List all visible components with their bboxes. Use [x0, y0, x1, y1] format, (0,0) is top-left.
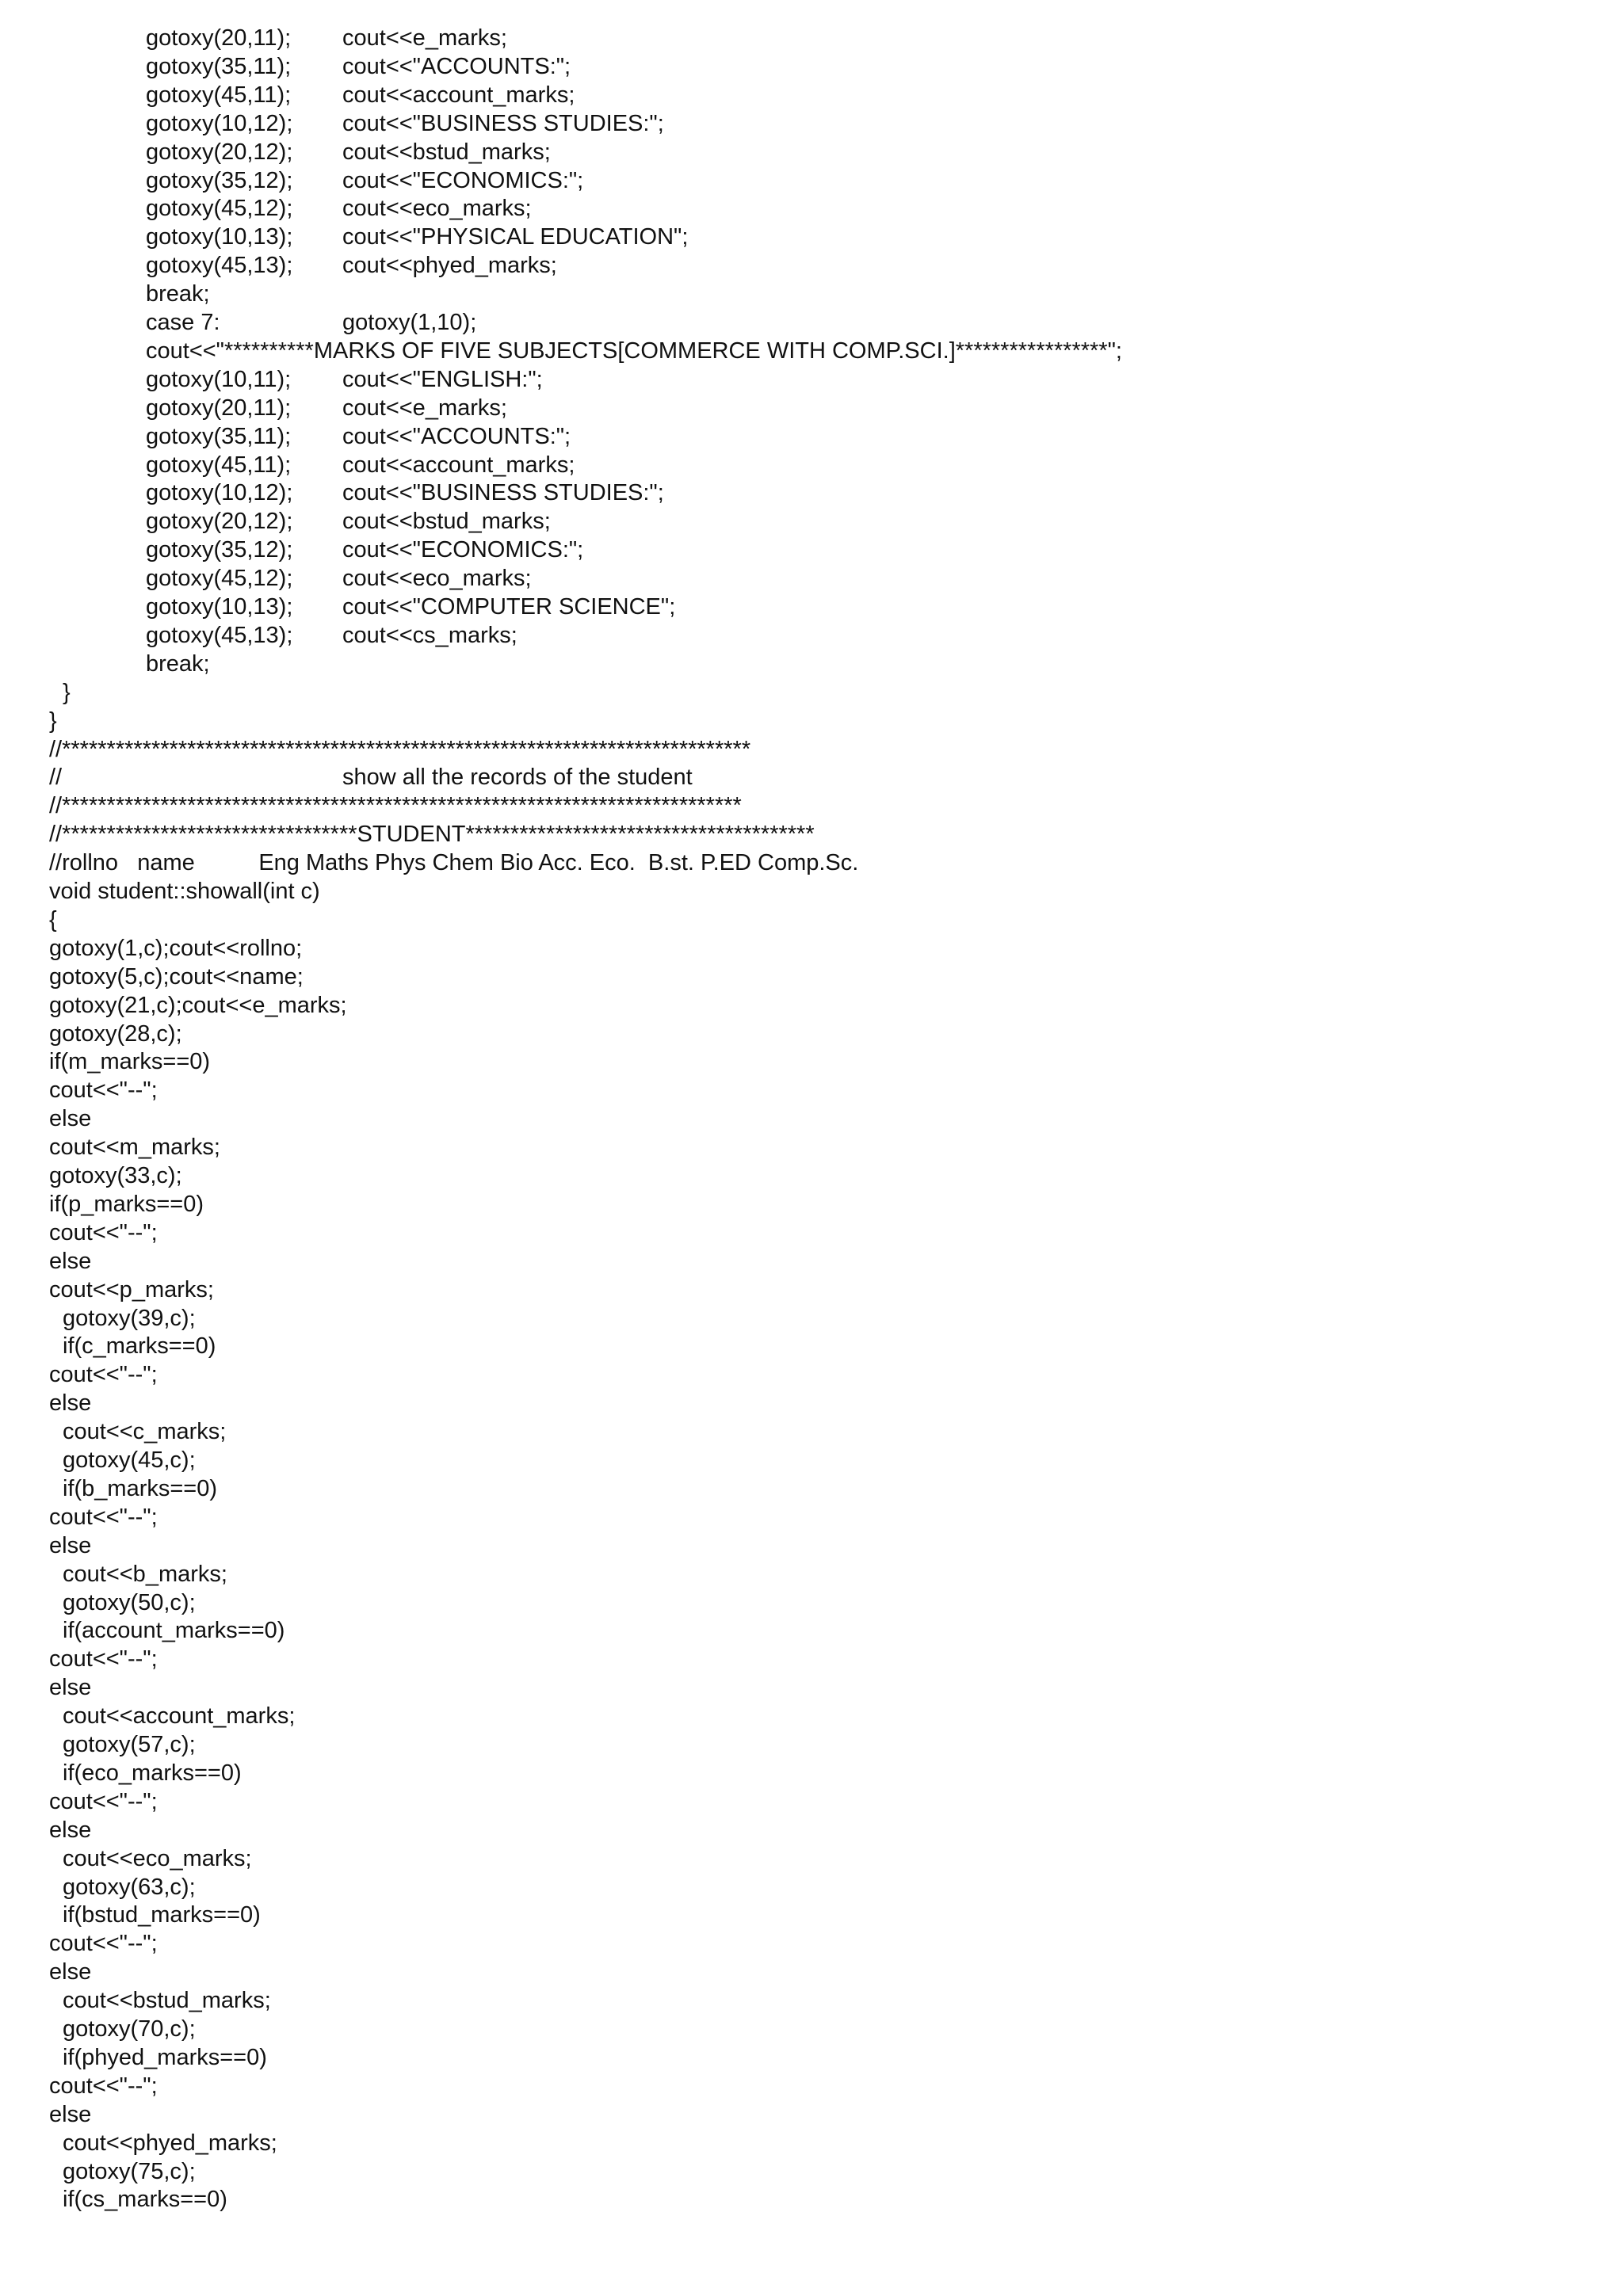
code-line: if(bstud_marks==0) — [63, 1902, 261, 1928]
code-line: gotoxy(33,c); — [49, 1163, 182, 1188]
code-line: void student::showall(int c) — [49, 879, 320, 904]
code-line: if(m_marks==0) — [49, 1049, 211, 1075]
code-line-column2: cout<<"COMPUTER SCIENCE"; — [342, 594, 676, 620]
code-line-column2: cout<<cs_marks; — [342, 622, 517, 648]
code-line: gotoxy(1,c);cout<<rollno; — [49, 935, 303, 961]
code-line: if(p_marks==0) — [49, 1191, 204, 1217]
code-line: cout<<"--"; — [49, 1077, 158, 1104]
code-line: else — [49, 1675, 92, 1701]
code-line: else — [49, 1959, 92, 1985]
code-line: case 7: — [146, 310, 220, 335]
code-line-column2: cout<<account_marks; — [342, 82, 575, 108]
code-line: cout<<"**********MARKS OF FIVE SUBJECTS[COMMERCE WITH COMP.SCI.]*****************"; — [146, 338, 1122, 364]
code-line: cout<<c_marks; — [63, 1419, 227, 1445]
code-line-column2: cout<<bstud_marks; — [342, 139, 551, 165]
code-line: //**************************************************************************** — [49, 793, 742, 819]
code-line: if(c_marks==0) — [63, 1333, 216, 1360]
code-line-column2: cout<<eco_marks; — [342, 196, 532, 222]
code-line: { — [49, 906, 57, 933]
code-line: //rollno name Eng Maths Phys Chem Bio Acc. Eco. B.st. P.ED Comp.Sc. — [49, 850, 859, 876]
code-line: gotoxy(35,11); — [146, 423, 292, 449]
code-line: else — [49, 1817, 92, 1843]
code-line: gotoxy(45,12); — [146, 566, 293, 592]
code-line: gotoxy(75,c); — [63, 2158, 196, 2184]
code-line: } — [49, 707, 57, 734]
code-line: cout<<"--"; — [49, 1219, 158, 1245]
code-line: //***************************************************************************** — [49, 736, 751, 762]
code-line: gotoxy(57,c); — [63, 1732, 196, 1757]
code-line-column2: cout<<"BUSINESS STUDIES:"; — [342, 480, 664, 506]
code-line-column2: gotoxy(1,10); — [342, 310, 477, 335]
code-line: cout<<phyed_marks; — [63, 2130, 277, 2156]
code-line: gotoxy(45,11); — [146, 82, 292, 108]
code-line: break; — [146, 650, 210, 677]
code-line: cout<<"--"; — [49, 2073, 158, 2099]
code-line-column2: cout<<"BUSINESS STUDIES:"; — [342, 110, 664, 136]
code-line-column2: cout<<"ECONOMICS:"; — [342, 537, 584, 563]
code-line: else — [49, 2101, 92, 2127]
code-line: cout<<eco_marks; — [63, 1845, 252, 1871]
code-line: gotoxy(28,c); — [49, 1020, 182, 1047]
code-line-column2: show all the records of the student — [342, 765, 693, 791]
code-line: // — [49, 765, 63, 791]
code-line-column2: cout<<e_marks; — [342, 25, 507, 51]
code-line: if(eco_marks==0) — [63, 1760, 242, 1786]
code-line: else — [49, 1248, 92, 1274]
code-line: gotoxy(5,c);cout<<name; — [49, 963, 304, 990]
code-line: if(phyed_marks==0) — [63, 2044, 267, 2070]
code-line: gotoxy(10,12); — [146, 480, 293, 506]
code-line: if(cs_marks==0) — [63, 2187, 227, 2213]
code-line: cout<<"--"; — [49, 1504, 158, 1530]
code-line: gotoxy(63,c); — [63, 1874, 196, 1900]
code-line: else — [49, 1106, 92, 1132]
code-line: gotoxy(35,12); — [146, 537, 293, 563]
code-line: if(b_marks==0) — [63, 1475, 218, 1501]
code-line: gotoxy(10,13); — [146, 594, 293, 620]
code-line: gotoxy(45,13); — [146, 622, 293, 648]
code-line: gotoxy(35,12); — [146, 167, 293, 193]
code-line: cout<<"--"; — [49, 1646, 158, 1672]
code-line: cout<<"--"; — [49, 1362, 158, 1388]
code-line: break; — [146, 281, 210, 307]
code-line-column2: cout<<"PHYSICAL EDUCATION"; — [342, 224, 689, 250]
code-line: gotoxy(20,12); — [146, 139, 293, 165]
code-line: gotoxy(45,11); — [146, 452, 292, 478]
code-line: cout<<"--"; — [49, 1931, 158, 1957]
code-line: gotoxy(20,11); — [146, 25, 292, 51]
code-line: gotoxy(45,c); — [63, 1447, 196, 1473]
code-line: //*********************************STUDENT*************************************** — [49, 822, 815, 848]
code-line: gotoxy(21,c);cout<<e_marks; — [49, 992, 347, 1018]
code-line-column2: cout<<eco_marks; — [342, 566, 532, 592]
code-line: gotoxy(10,11); — [146, 366, 292, 392]
code-line-column2: cout<<"ACCOUNTS:"; — [342, 53, 571, 79]
code-line: gotoxy(45,13); — [146, 253, 293, 279]
code-line: if(account_marks==0) — [63, 1618, 285, 1644]
code-line-column2: cout<<bstud_marks; — [342, 509, 551, 535]
code-line: gotoxy(39,c); — [63, 1305, 196, 1331]
code-line-column2: cout<<"ECONOMICS:"; — [342, 167, 584, 193]
code-line: gotoxy(20,12); — [146, 509, 293, 535]
code-line: else — [49, 1390, 92, 1417]
code-line: gotoxy(10,13); — [146, 224, 293, 250]
code-line: else — [49, 1532, 92, 1558]
code-line: cout<<m_marks; — [49, 1135, 220, 1161]
code-line-column2: cout<<account_marks; — [342, 452, 575, 478]
code-line-column2: cout<<phyed_marks; — [342, 253, 557, 279]
code-line: cout<<account_marks; — [63, 1703, 296, 1730]
code-line-column2: cout<<"ENGLISH:"; — [342, 366, 543, 392]
code-line-column2: cout<<"ACCOUNTS:"; — [342, 423, 571, 449]
code-line: gotoxy(45,12); — [146, 196, 293, 222]
code-line-column2: cout<<e_marks; — [342, 395, 507, 421]
code-line: cout<<bstud_marks; — [63, 1988, 271, 2014]
code-line: gotoxy(50,c); — [63, 1589, 196, 1615]
code-line: cout<<b_marks; — [63, 1561, 227, 1587]
code-line: gotoxy(35,11); — [146, 53, 292, 79]
code-line: } — [63, 679, 71, 705]
code-line: cout<<p_marks; — [49, 1276, 214, 1302]
code-line: gotoxy(70,c); — [63, 2016, 196, 2042]
code-line: cout<<"--"; — [49, 1788, 158, 1814]
code-line: gotoxy(10,12); — [146, 110, 293, 136]
code-line: gotoxy(20,11); — [146, 395, 292, 421]
